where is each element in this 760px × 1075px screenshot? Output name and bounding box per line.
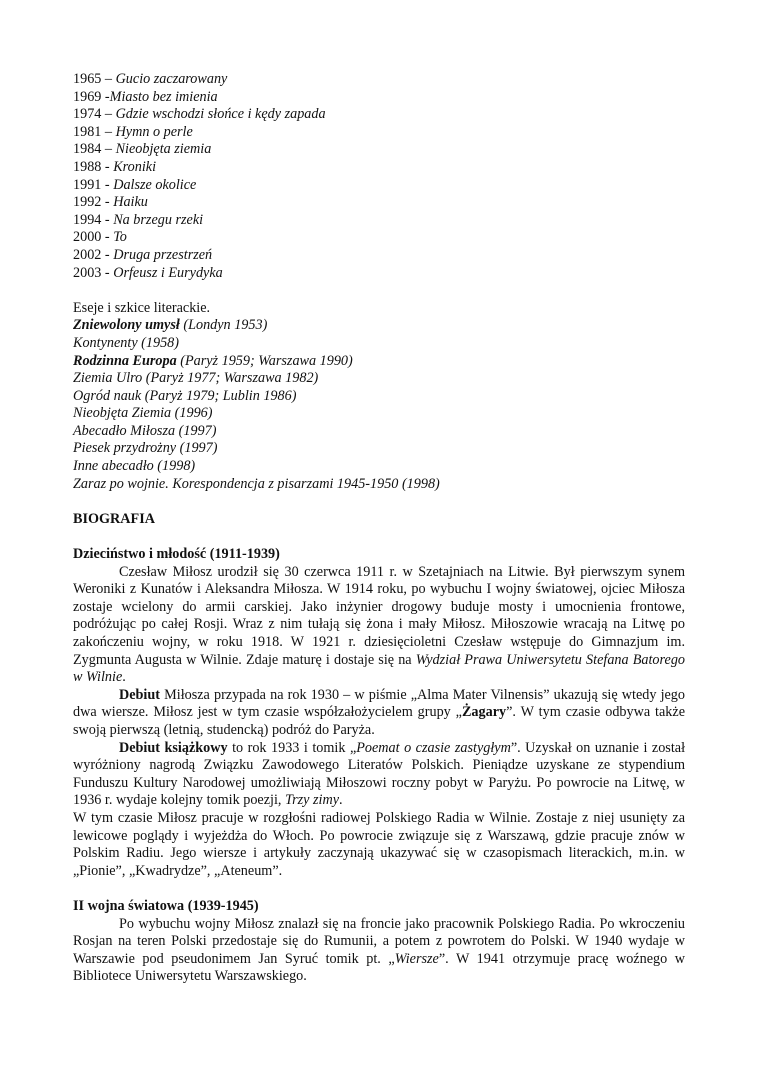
work-details: Piesek przydrożny (1997) (73, 440, 218, 457)
work-title: Gucio zaczarowany (115, 71, 228, 87)
list-item (73, 458, 685, 476)
year: 1965 – (73, 71, 116, 87)
ww2-section (73, 898, 685, 986)
work-title: Orfeusz i Eurydyka (113, 264, 223, 281)
work-title: Na brzegu rzeki (113, 211, 204, 228)
work-details: Zaraz po wojnie. Korespondencja z pisarzami 1945-1950 (1998) (73, 475, 440, 492)
childhood-section (73, 546, 685, 880)
paragraph-text: Miłosza przypada na rok 1930 – w piśmie „Alma Mater Vilnensis” ukazują się wtedy jego dwa wiersze. Miłosz jest w tym czasie współzałożycielem grupy „ (73, 686, 685, 721)
paragraph (73, 916, 685, 986)
work-details: Ziemia Ulro (Paryż 1977; Warszawa 1982) (73, 370, 319, 387)
list-item (73, 89, 685, 107)
list-item (73, 159, 685, 177)
work-title: Druga przestrzeń (113, 246, 213, 263)
paragraph-text: W tym czasie Miłosz pracuje w rozgłośni radiowej Polskiego Radia w Wilnie. Zostaje z niej usunięty za lewicowe poglądy i wyjeżdża do Włoch. Po powrocie związuje się z Warszawą, gdzie pracuje znów w Polskim Radiu. Jego wiersze i artykuły zaczynają ukazywać się w czasopismach literackich, m.in. w „Pionie”, „Kwadrydze”, „Ateneum”. (73, 809, 685, 879)
paragraph-text: to rok 1933 i tomik „ (227, 739, 357, 756)
list-item (73, 423, 685, 441)
work-details: (Londyn 1953) (179, 317, 268, 334)
work-title: Miasto bez imienia (109, 88, 218, 105)
year: 1984 – (73, 141, 116, 158)
list-item (73, 405, 685, 423)
year: 1988 - (73, 158, 114, 175)
spacer (73, 493, 685, 511)
work-title: Kroniki (113, 158, 157, 175)
work-title: Gdzie wschodzi słońce i kędy zapada (115, 106, 326, 123)
section-heading: Dzieciństwo i młodość (1911-1939) (73, 546, 280, 563)
spacer (73, 528, 685, 546)
year: 2003 - (73, 264, 114, 281)
bold-title: Rodzinna Europa (73, 352, 177, 369)
work-details: Abecadło Miłosza (1997) (73, 422, 217, 439)
spacer (73, 282, 685, 300)
year: 1981 – (73, 123, 116, 140)
paragraph-text: Czesław Miłosz urodził się 30 czerwca 1911 r. w Szetajniach na Litwie. Był pierwszym synem Weroniki z Kunatów i Aleksandra Miłosza. W 1914 roku, po wybuchu I wojny światowej, ojciec Miłosza zostaje wcielony do armii carskiej. Jako inżynier drogowy buduje mosty i umocnienia frontowe, podróżując po całej Rosji. Wraz z nim tułają się żona i mały Miłosz. Miłoszowie wracają na Litwę po zakończeniu wojny, w roku 1918. W 1921 r. dziesięcioletni Czesław wstępuje do Gimnazjum im. Zygmunta Augusta w Wilnie. Zdaje maturę i dostaje się na (73, 563, 685, 668)
list-item (73, 141, 685, 159)
work-details: (Paryż 1959; Warszawa 1990) (176, 352, 353, 369)
paragraph (73, 687, 685, 740)
paragraph-text: Po wybuchu wojny Miłosz znalazł się na froncie jako pracownik Polskiego Radia. Po wkroczeniu Rosjan na teren Polski przedostaje się do Rumunii, a potem z powrotem do Polski. W 1940 wydaje w Warszawie pod pseudonimem Jan Syruć tomik pt. „ (73, 915, 685, 967)
work-title: To (113, 229, 127, 246)
list-item (73, 335, 685, 353)
essays-section (73, 300, 685, 494)
list-item (73, 440, 685, 458)
year: 1994 - (73, 211, 114, 228)
paragraph (73, 810, 685, 880)
list-item (73, 106, 685, 124)
list-item (73, 265, 685, 283)
work-title: Haiku (113, 194, 148, 211)
section-heading: II wojna światowa (1939-1945) (73, 897, 259, 914)
poetry-list (73, 71, 685, 282)
year: 2000 - (73, 229, 114, 246)
paragraph-bold: Debiut (119, 686, 160, 703)
work-details: Ogród nauk (Paryż 1979; Lublin 1986) (73, 387, 297, 404)
work-details: Inne abecadło (1998) (73, 458, 196, 475)
list-item (73, 388, 685, 406)
paragraph-italic: Trzy zimy (285, 792, 339, 809)
paragraph (73, 564, 685, 687)
paragraph-italic: Poemat o czasie zastygłym (356, 739, 511, 756)
list-item (73, 124, 685, 142)
paragraph-bold: Debiut książkowy (119, 739, 228, 756)
paragraph (73, 740, 685, 810)
paragraph-italic: Wiersze (394, 950, 439, 967)
work-title: Nieobjęta ziemia (115, 141, 212, 158)
paragraph-text: . (339, 792, 343, 809)
year: 2002 - (73, 246, 114, 263)
list-item (73, 71, 685, 89)
paragraph-text: ”. W tym czasie odbywa także swoją pierwszą (letnią, studencką) podróż do Paryża. (73, 704, 685, 738)
year: 1992 - (73, 194, 114, 211)
document-page (73, 71, 685, 986)
work-details: Nieobjęta Ziemia (1996) (73, 405, 213, 422)
list-item (73, 229, 685, 247)
list-item (73, 370, 685, 388)
paragraph-text: ”. W 1941 otrzymuje pracę woźnego w Bibliotece Uniwersytetu Warszawskiego. (73, 950, 685, 985)
year: 1974 – (73, 106, 116, 123)
work-details: Kontynenty (1958) (73, 334, 179, 351)
list-item (73, 353, 685, 371)
list-item (73, 212, 685, 230)
list-item (73, 177, 685, 195)
year: 1991 - (73, 176, 114, 193)
list-item (73, 476, 685, 494)
list-item (73, 194, 685, 212)
bold-title: Zniewolony umysł (73, 317, 180, 334)
paragraph-text: ”. Uzyskał on uznanie i został wyróżniony nagrodą Związku Zawodowego Literatów Polskich. Pieniądze uzyskane ze stypendium Funduszu Kultury Narodowej umożliwiają Miłoszowi roczny pobyt w Paryżu. Po powrocie na Litwę, w 1936 r. wydaje kolejny tomik poezji, (73, 739, 686, 809)
work-title: Dalsze okolice (113, 176, 197, 193)
biography-title: BIOGRAFIA (73, 510, 155, 527)
paragraph-bold: Żagary (461, 704, 507, 721)
paragraph-text: . (122, 669, 126, 686)
essays-heading: Eseje i szkice literackie. (73, 299, 211, 316)
work-title: Hymn o perle (115, 123, 193, 140)
list-item (73, 317, 685, 335)
year: 1969 - (73, 88, 110, 105)
spacer (73, 880, 685, 898)
list-item (73, 247, 685, 265)
paragraph-italic: Wydział Prawa Uniwersytetu Stefana Batorego w Wilnie (73, 651, 686, 686)
